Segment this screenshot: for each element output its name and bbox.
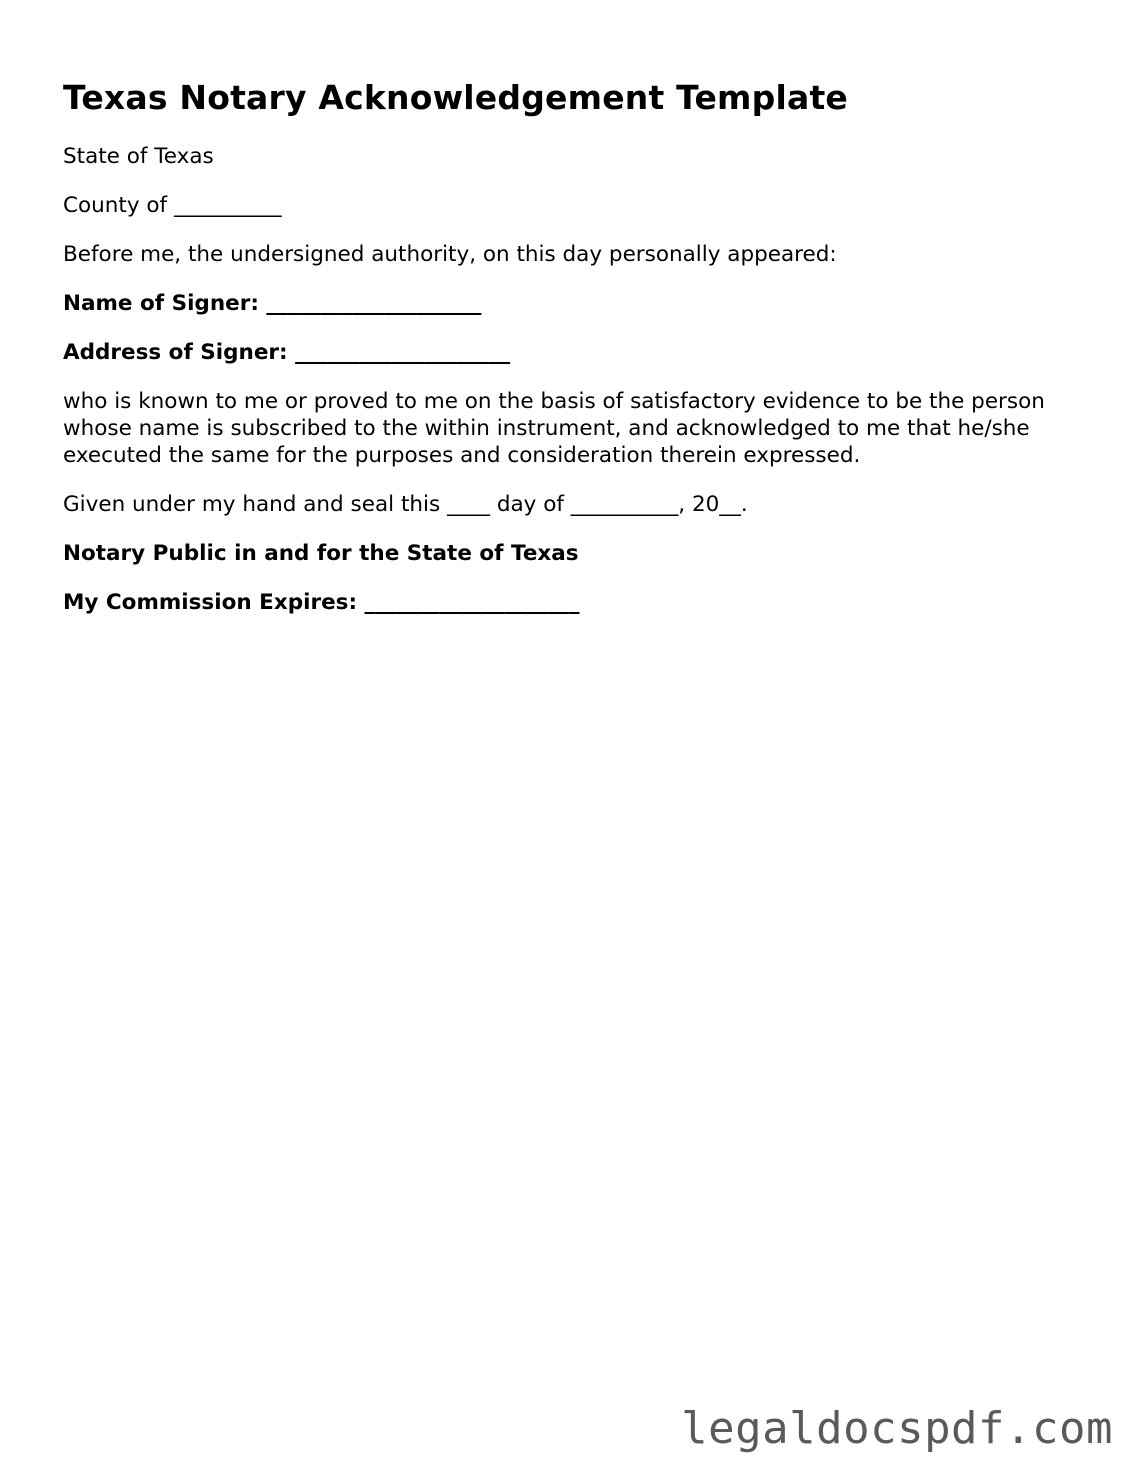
given-line: Given under my hand and seal this ____ day of __________, 20__.	[63, 492, 748, 517]
county-line: County of __________	[63, 193, 282, 218]
document-title: Texas Notary Acknowledgement Template	[63, 78, 848, 117]
notary-line: Notary Public in and for the State of Texas	[63, 541, 579, 566]
state-line: State of Texas	[63, 144, 214, 169]
watermark: legaldocspdf.com	[681, 1403, 1113, 1454]
signer-name-line: Name of Signer: ____________________	[63, 291, 482, 316]
signer-address-line: Address of Signer: ____________________	[63, 340, 511, 365]
commission-line: My Commission Expires: ____________________	[63, 590, 580, 615]
document-page	[63, 78, 1083, 638]
body-paragraph: who is known to me or proved to me on the basis of satisfactory evidence to be the person whose name is subscribed to the within instrument, and acknowledged to me that he/she executed the same for the purposes and consideration therein expressed.	[63, 389, 1045, 468]
intro-line: Before me, the undersigned authority, on this day personally appeared:	[63, 242, 837, 267]
